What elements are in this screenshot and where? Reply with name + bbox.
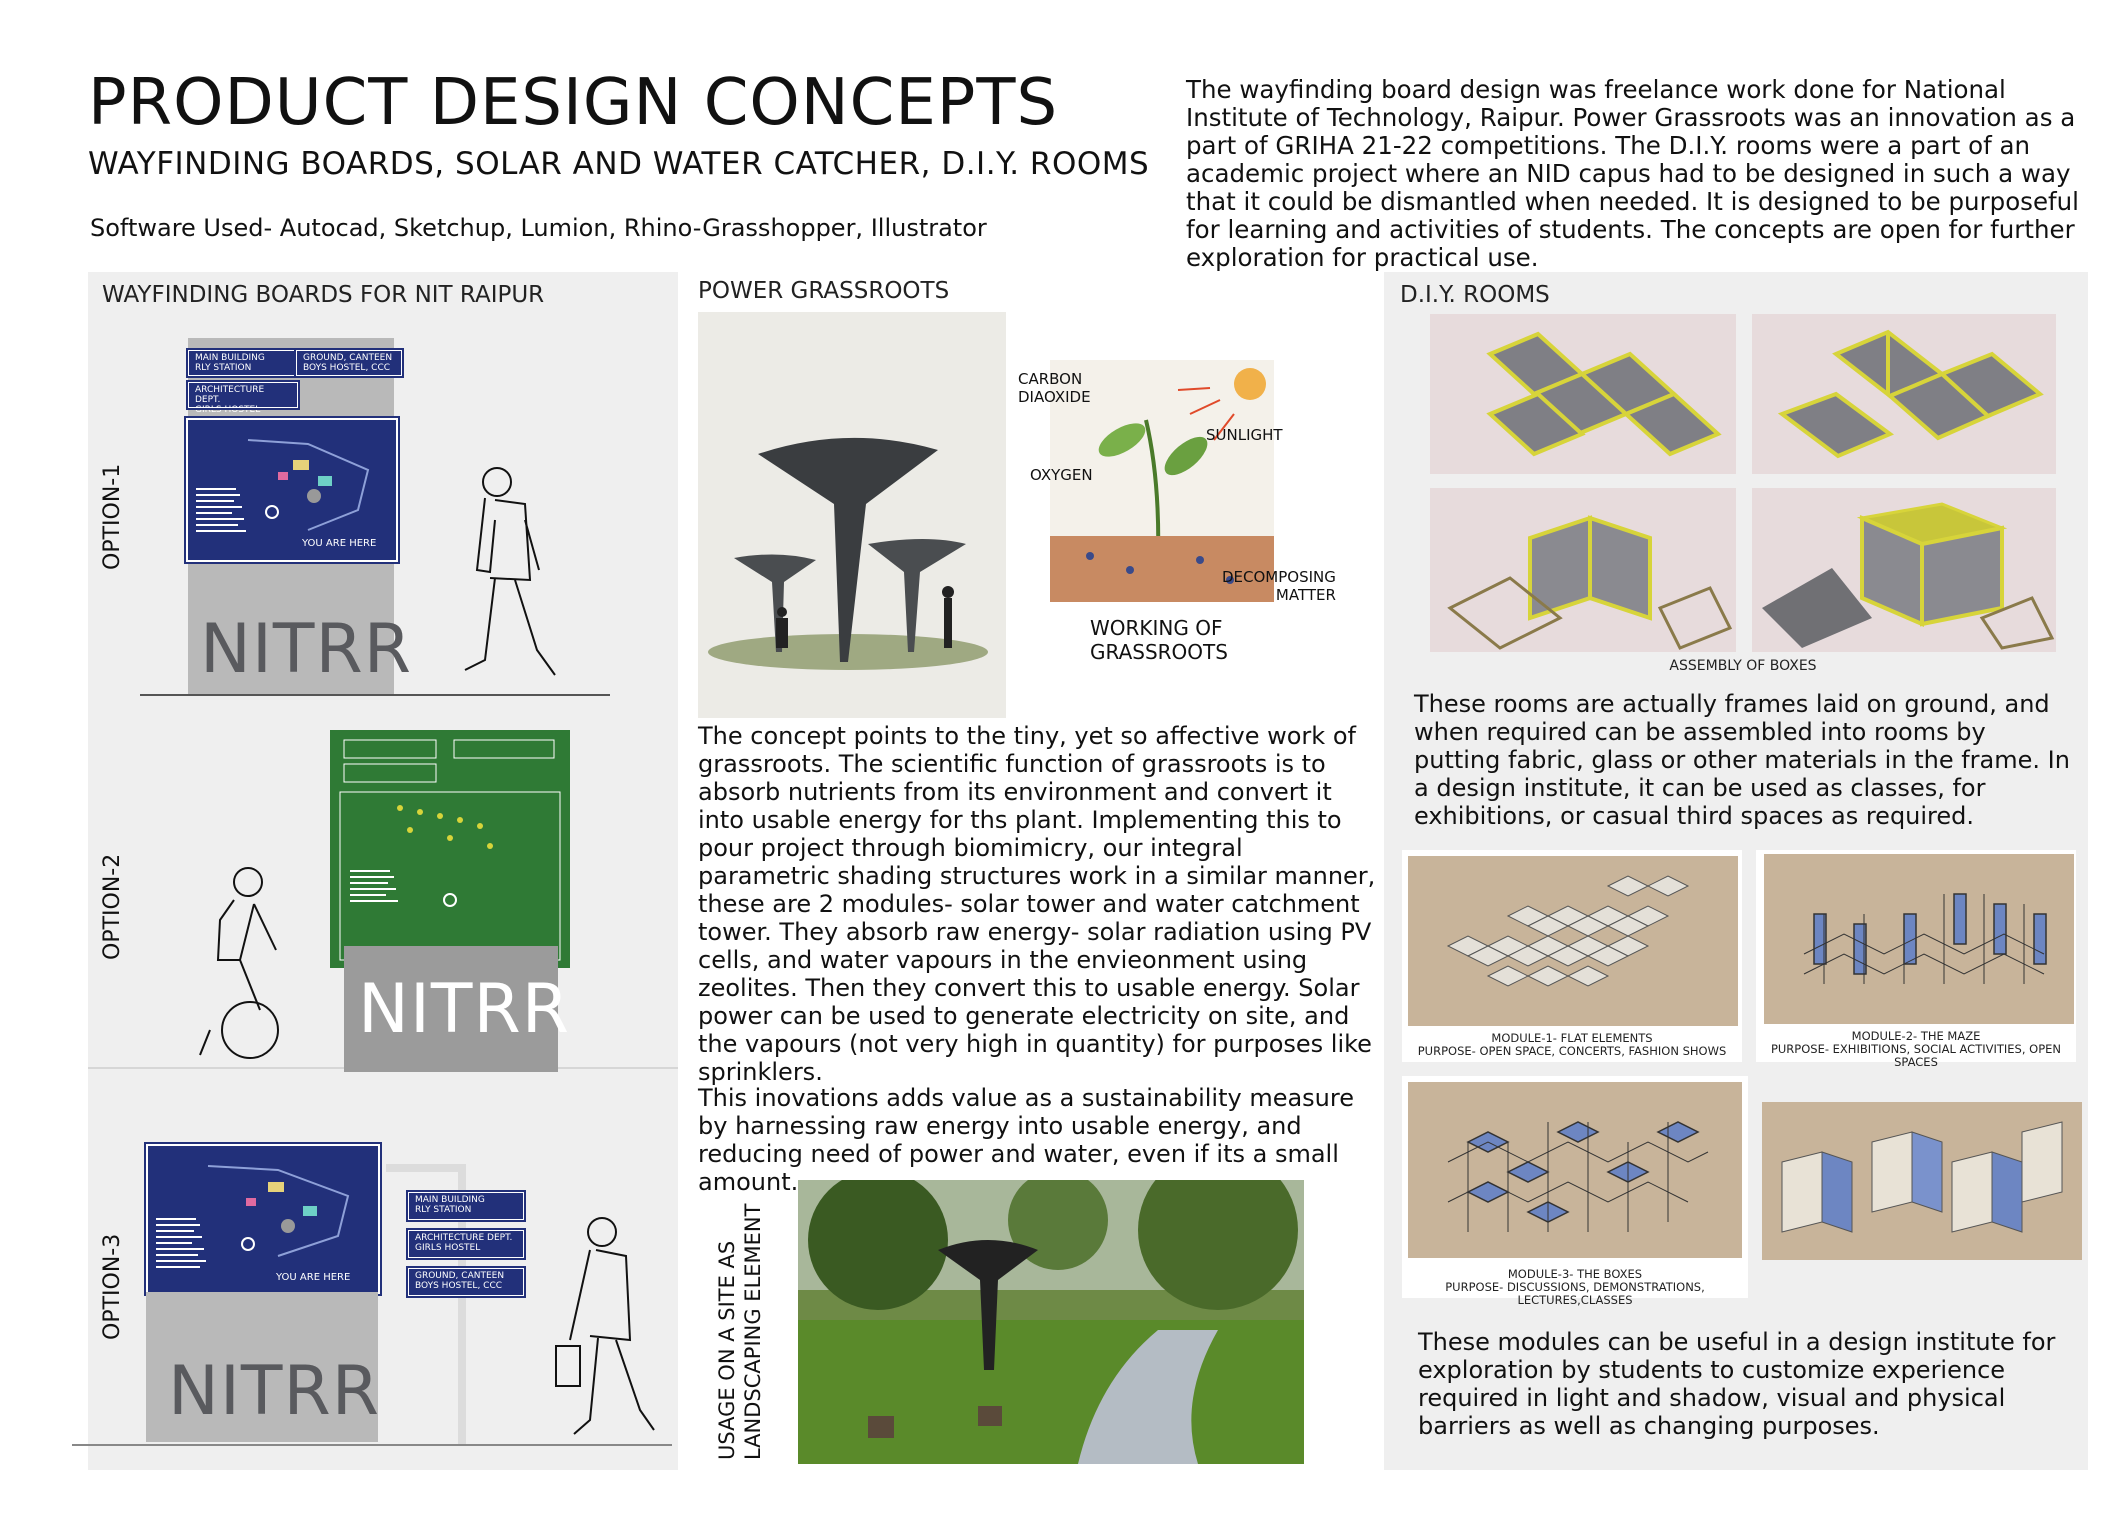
shade-structure-sketch-icon: [698, 312, 1006, 718]
grassroots-title: POWER GRASSROOTS: [698, 278, 950, 304]
campus-map-icon: [148, 1146, 378, 1292]
walking-person-icon: [455, 460, 575, 690]
module-3-name: MODULE-3- THE BOXES: [1507, 1267, 1643, 1281]
label-decomposing: DECOMPOSING MATTER: [1222, 568, 1336, 604]
walking-person-icon: [550, 1210, 670, 1450]
box-rooms-render-icon: [1762, 1102, 2082, 1260]
module-3-purpose: PURPOSE- DISCUSSIONS, DEMONSTRATIONS, LECTURES,CLASSES: [1445, 1280, 1705, 1307]
software-used: Software Used- Autocad, Sketchup, Lumion, Rhino-Grasshopper, Illustrator: [90, 214, 987, 242]
park-render-icon: [798, 1180, 1304, 1464]
option-2-map-board: [330, 730, 570, 968]
assembly-step-1-image: [1430, 314, 1736, 474]
page-title: PRODUCT DESIGN CONCEPTS: [88, 66, 1059, 140]
you-are-here-label: YOU ARE HERE: [276, 1272, 351, 1283]
partial-frame-icon: [1752, 314, 2056, 474]
label-sunlight: SUNLIGHT: [1206, 426, 1283, 444]
option-3-label: OPTION-3: [100, 1233, 125, 1340]
assembly-step-3-image: [1430, 488, 1736, 652]
module-2-name: MODULE-2- THE MAZE: [1851, 1029, 1981, 1043]
assembly-step-4-image: [1752, 488, 2056, 652]
module-1-purpose: PURPOSE- OPEN SPACE, CONCERTS, FASHION SHOWS: [1417, 1044, 1727, 1058]
diagram-caption: WORKING OF GRASSROOTS: [1090, 616, 1228, 664]
flat-frame-icon: [1430, 314, 1736, 474]
campus-map-icon: [330, 730, 570, 968]
sign-main-building: MAIN BUILDING RLY STATION: [408, 1192, 524, 1220]
sign-architecture: ARCHITECTURE DEPT. GIRLS HOSTEL: [408, 1230, 524, 1258]
option-3-board-word: NITRR: [168, 1352, 380, 1431]
full-box-icon: [1752, 488, 2056, 652]
usage-label: USAGE ON A SITE AS LANDSCAPING ELEMENT: [715, 1203, 765, 1460]
module-2-purpose: PURPOSE- EXHIBITIONS, SOCIAL ACTIVITIES, OPEN SPACES: [1770, 1042, 2062, 1069]
grassroots-sketch-image: [698, 312, 1006, 718]
module-2-image: [1764, 854, 2074, 1024]
intro-paragraph: The wayfinding board design was freelance work done for National Institute of Technology, Raipur. Power Grassroots was an innovation as a part of GRIHA 21-22 competitions. The D.I.Y. rooms were a part of an academic project where an NID capus had to be designed in such a way that it could be dismantled when needed. It is designed to be purposeful for learning and activities of students. The concepts are open for further exploration for practical use.: [1186, 75, 2079, 272]
diy-title: D.I.Y. ROOMS: [1400, 282, 1550, 308]
flat-grid-icon: [1408, 856, 1738, 1026]
you-are-here-label: YOU ARE HERE: [302, 538, 377, 549]
label-carbon: CARBON DIAOXIDE: [1018, 370, 1091, 406]
diy-paragraph-2: These modules can be useful in a design institute for exploration by students to customize experience required in light and shadow, visual and physical barriers as well as changing purposes.: [1418, 1328, 2056, 1440]
grassroots-paragraph-1: The concept points to the tiny, yet so affective work of grassroots. The scientific function of grassroots is to absorb nutrients from its environment and convert it into usable energy for ths plant. Implementing this to pour project through biomimicry, our integral parametric shading structures work in a similar manner, these are 2 modules- solar tower and water catchment tower. They absorb raw energy- solar radiation using PV cells, and water vapours in the envieonment using zeolites. Then they convert this to usable energy. Solar power can be used to generate electricity on site, and the vapours (not very high in quantity) for purposes like sprinklers.: [698, 722, 1376, 1086]
maze-grid-icon: [1764, 854, 2074, 1024]
assembly-caption: ASSEMBLY OF BOXES: [1669, 658, 1817, 674]
module-1-image: [1408, 856, 1738, 1026]
option-2-label: OPTION-2: [100, 853, 125, 960]
module-1-name: MODULE-1- FLAT ELEMENTS: [1491, 1031, 1653, 1045]
sign-architecture: ARCHITECTURE DEPT. GIRLS HOSTEL: [188, 382, 298, 408]
grassroots-paragraph-2: This inovations adds value as a sustainability measure by harnessing raw energy into usable energy, and reducing need of power and water, even if its a small amount.: [698, 1084, 1354, 1196]
sign-ground-canteen: GROUND, CANTEEN BOYS HOSTEL, CCC: [408, 1268, 524, 1296]
page-subtitle: WAYFINDING BOARDS, SOLAR AND WATER CATCHER, D.I.Y. ROOMS: [88, 146, 1150, 182]
half-box-icon: [1430, 488, 1736, 652]
ground-line: [72, 1444, 672, 1446]
wayfinding-title: WAYFINDING BOARDS FOR NIT RAIPUR: [102, 282, 545, 308]
cyclist-icon: [190, 860, 300, 1070]
sign-main-building: MAIN BUILDING RLY STATION: [188, 350, 298, 376]
boxes-grid-icon: [1408, 1082, 1742, 1258]
assembly-step-2-image: [1752, 314, 2056, 474]
landscape-render-image: [798, 1180, 1304, 1464]
module-3-image: [1408, 1082, 1742, 1258]
option-2-board-word: NITRR: [358, 970, 570, 1049]
ground-line: [140, 694, 610, 696]
diy-paragraph-1: These rooms are actually frames laid on ground, and when required can be assembled into rooms by putting fabric, glass or other materials in the frame. In a design institute, it can be used as classes, for exhibitions, or casual third spaces as required.: [1414, 690, 2070, 830]
sign-ground-canteen: GROUND, CANTEEN BOYS HOSTEL, CCC: [296, 350, 402, 376]
option-1-label: OPTION-1: [100, 463, 125, 570]
option-1-board-word: NITRR: [200, 610, 412, 689]
module-3-render-image: [1762, 1102, 2082, 1260]
label-oxygen: OXYGEN: [1030, 466, 1093, 484]
